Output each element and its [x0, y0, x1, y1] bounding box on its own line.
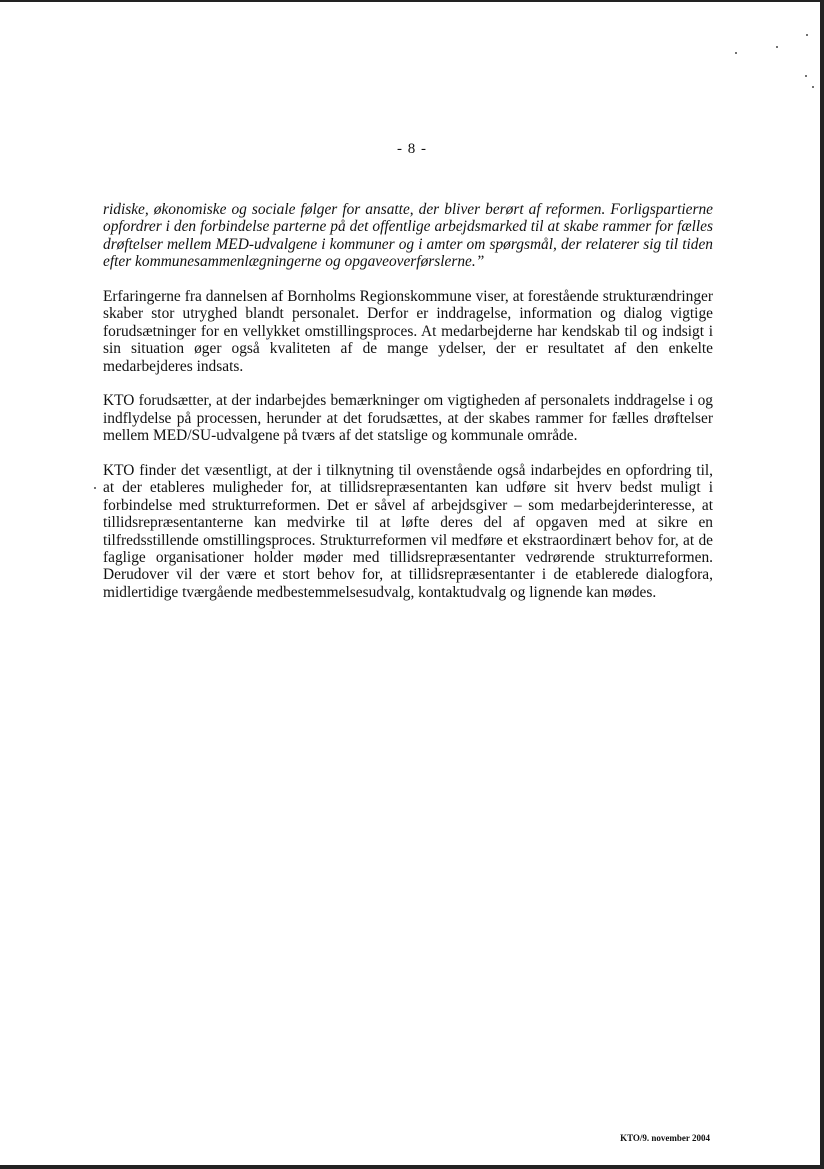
- paragraph-kto-assumes: KTO forudsætter, at der indarbejdes bemærkninger om vigtigheden af personalets inddragelse i og indflydelse på processen, herunder at det forudsættes, at der skabes rammer for fælles drøftelser mellem MED/SU-udvalgene på tværs af det statslige og kommunale område.: [103, 392, 713, 445]
- scan-speck: [735, 52, 737, 54]
- scan-border-top: [0, 0, 820, 2]
- document-footer: KTO/9. november 2004: [620, 1133, 710, 1143]
- scan-speck: [776, 46, 778, 48]
- page-number: - 8 -: [397, 141, 427, 157]
- quoted-paragraph: ridiske, økonomiske og sociale følger for ansatte, der bliver berørt af reformen. Forligspartierne opfordrer i den forbindelse parterne på det offentlige arbejdsmarked til at skabe rammer for fælles drøftelser mellem MED-udvalgene i kommuner og i amter om spørgsmål, der relaterer sig til tiden efter kommunesammenlægningerne og opgaveoverførslerne.”: [103, 201, 713, 271]
- scan-speck: [94, 487, 96, 489]
- paragraph-kto-finds-essential: KTO finder det væsentligt, at der i tilknytning til ovenstående også indarbejdes en opfordring til, at der etableres muligheder for, at tillidsrepræsentanten kan udføre sit hverv bedst muligt i forbindelse med strukturreformen. Det er såvel af arbejdsgiver – som medarbejderinteresse, at tillidsrepræsentanterne kan medvirke til at løfte deres del af opgaven med at sikre en tilfredsstillende omstillingsproces. Strukturreformen vil medføre et ekstraordinært behov for, at de faglige organisationer holder møder med tillidsrepræsentanter vedrørende strukturreformen. Derudover vil der være et stort behov for, at tillidsrepræsentanter i de etablerede dialogfora, midlertidige tværgående medbestemmelsesudvalg, kontaktudvalg og lignende kan mødes.: [103, 462, 713, 601]
- scan-speck: [806, 34, 808, 36]
- paragraph-bornholm-experience: Erfaringerne fra dannelsen af Bornholms Regionskommune viser, at forestående strukturændringer skaber stor utryghed blandt personalet. Derfor er inddragelse, information og dialog vigtige forudsætninger for en vellykket omstillingsproces. At medarbejderne har kendskab til og indsigt i sin situation øger også kvaliteten af de mange ydelser, der er resultatet af den enkelte medarbejderes indsats.: [103, 288, 713, 375]
- scan-speck: [812, 86, 814, 88]
- document-body: [103, 201, 713, 619]
- scan-border-bottom: [0, 1165, 824, 1169]
- scan-speck: [805, 75, 807, 77]
- scan-border-right: [820, 0, 824, 1169]
